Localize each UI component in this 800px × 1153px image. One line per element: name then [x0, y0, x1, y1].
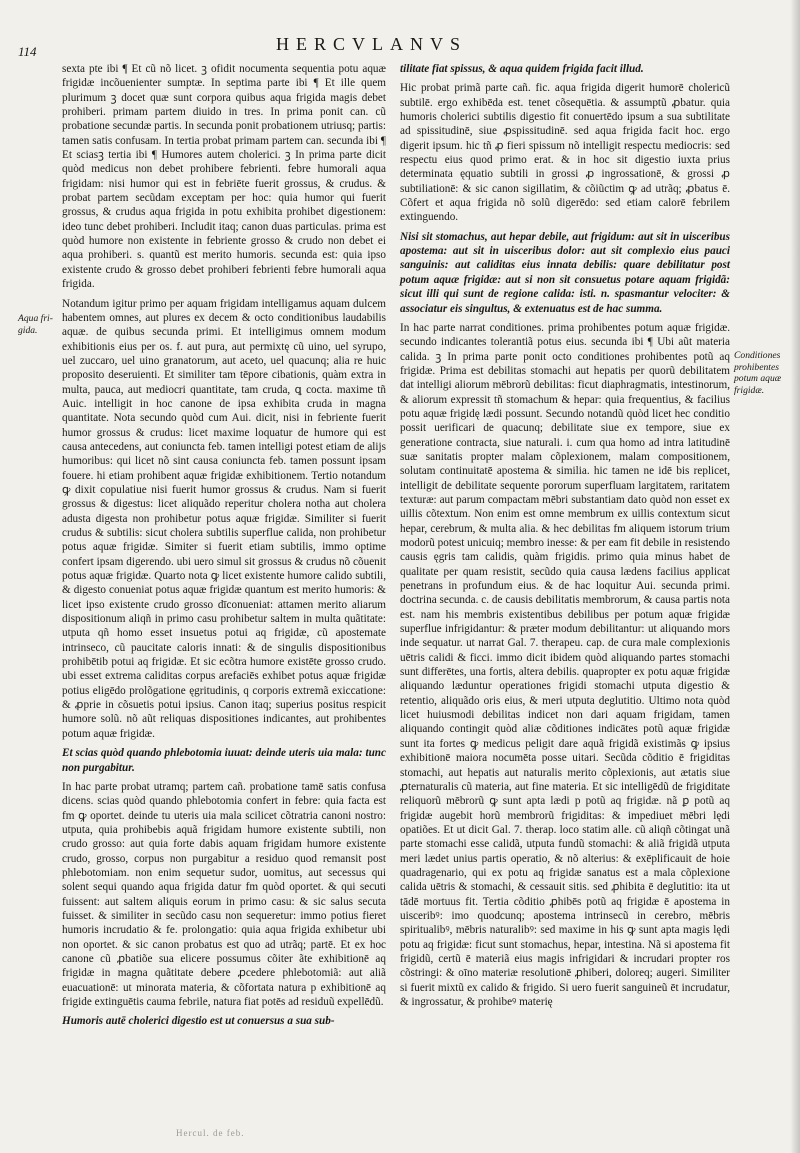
left-margin-note: Aqua fri-gida. — [18, 313, 53, 336]
lemma-humoris: Humoris autē cholerici digestio est ut conuersus a sua sub- — [62, 1015, 335, 1028]
running-title: HERCVLANVS — [276, 34, 468, 54]
page-fold-shadow — [790, 0, 800, 1153]
paragraph-conditiones: In hac parte narrat conditiones. prima prohibentes potum aquæ frigidæ. secundo indicantes tolerantiã potus eius. secunda ibi ¶ Ubi aũt materia calida. ꝫ In prima parte ponit octo conditiones prohibentes potũ aq frigidæ. Prima est debilitas stomachi aut hepatis per quorũ debilitatem dat intelligi aliorum mēbrorũ debilitas: ficut diaphragmatis, intestinorum, & aliorum expressit tñ stomachum & hepar: quia frequentius, & facilius potu aquæ frigidę lædi possunt. Secundo notandũ quòd licet hec conditio possit uerificari de quacunq; debilitate siue ex tempore, siue ex generatione contracta, siue naturali. i. cum qua homo ad intra latitudinē suæ sanitatis propter malam cõplexionem, malam compositionem, solutam continuitatē apostema & similia. hic tamen ne idē bis replicet, intelligit de debilitate sequente pororum superfluam largitatem, raritatem texturæ: aut parum compactam mēbri substantiam dato quòd non esset ex uillis cõtextum. Non enim est omne membrum ex uillis contextum sicut hepar, cerebrum, & multa alia. & hec debilitas fm aliquem istorum trium modorũ potest unicuiq; membro inesse: & per eam fit debile in resistendo causis ęgris tam calidis, quàm frigidis. primo quia minus habet de qualitate per quam resistit, secũdo quia causa lædens facilius applicat penetrans in profundum eius. & de hac loquitur Aui. secunda primi. doctrina secunda. c. de causis debilitatis membrorum, & causa partis nota est. nam his membris existentibus debilibus per potum aquæ frigidæ superflue infrigidantur: & præter modum debilitantur: ut aliquando mors inde sequatur. ut narrat Gal. 7. therapeu. cap. de cura male complexionis uētris calidi & ficci. immo dicit ibidem quòd aliquando partes stomachi sunt differētes, una fortis, altera debilis. quapropter ex potu aquæ frigidæ aliquando læduntur operationes frigidi stomachi utputa digestio & retentio, aliquãdo oris eius, & meri utputa deglutitio. Ultimo nota quòd licet huiusmodi debilitas indicet non dari aquam frigidam, tamen aliquando contingit quòd aliæ cõditiones indicātes potũ aquæ frigidæ sunt ita fortes ꝙ medicus peligit dare aquã frigidã existimãs ꝙ ipsius exhibitionē maiora nocumēta posse uitari. Secũda cõditio ē frigiditas stomachi, aut hepatis aut naturalis merito cõplexionis, aut ætatis siue ꝓternaturalis cũ materia, aut fine materia. Et sic intelligēdũ de frigiditate reliquorũ mēbrorũ ꝙ sunt apta lædi p potũ aq frigidæ. nã ꝑ potũ aq frigidæ augebit horũ membrorũ frigiditas: & impediuet mēbri lędi opatiões. Et ut dicit Gal. 7. therap. loco statim alle. cũ aliqñ cõtingat unã parte stomachi esse calidã, utputa fundũ stomachi: & aliã frigidã utputa meri lædet unius partis operatio, & nõ alterius: & exēplificauit de hoie quadragenario, qui ex potu aq frigidæ sanatus est a mala cõplexione calida uētris & stomachi, & cessauit sitis. sed ꝓhibita ē deglutitio: ita ut tādē mortuus fit. Tertia cõditio ꝓhibēs potũ aq frigidæ ē apostema in uisceribꝰ: imo quodcunq; apostema intrinsecũ in cerebro, mēbris spiritualibꝰ, mēbris naturalibꝰ: sed maxime in his ꝙ sunt apta magis lędi potu aq frigidæ: ficut sunt stomachus, hepar, intestina. Nã si apostema fit frigidũ, certũ ē materiã eius magis infrigidari & incrudari propter ros cõstringi: & oīno materiæ resolutionē ꝓhiberi, doloreq; augeri. Similiter si fuerit mixtũ ex calido & frigido. Si uero fuerit sanguineũ ēt incrudatur, & ingrossatur, & prohibeꝰ materię — [400, 321, 730, 1008]
lemma-continuation: tilitate fiat spissus, & aqua quidem frigida facit illud. — [400, 63, 644, 75]
bleed-through-text: Hercul. de feb. — [176, 1128, 245, 1138]
paragraph-intro: sexta pte ibi ¶ Et cũ nõ licet. ꝫ ofidit nocumenta sequentia potu aquæ frigidæ incõuenienter sumptæ. In septima parte ibi ¶ Et ille quem plurimum ꝫ docet quæ sunt corpora quibus aqua frigida magis debet prohiberi. primam partem diuido in tres. In prima ponit can. cũ probatione secundæ partis. In secunda ponit probationem utriusq; partis: tamen satis confusam. In tertia probat primam partem can. secunda ibi ¶ Et sciasꝫ tertia ibi ¶ Humores autem cholerici. ꝫ In prima parte dicit quòd medicus non debet prohibere febrienti. febre humorali aqua frigidam: nisi humor qui est in febriēte fuerit grossus, & crudus. & probat partem secũdam exceptam per hoc: quia humor qui fuerit grossus, & crudus aqua frigida in potu exhibita prohibet digestionem: ideo tunc debet prohiberi. Includit itaq; canon duas particulas. prima est quòd humore non existente in febriente grosso & crudo non debet ei aqua prohiberi. s. quantũ est merito humoris. secunda est: quia ipso existente crudo & grosso debet prohiberi febrienti febre humorali aqua frigida. — [62, 63, 386, 291]
page-number: 114 — [18, 44, 37, 59]
paragraph-hic-probat: Hic probat primã parte cañ. fic. aqua frigida digerit humorē cholericũ subtilē. ergo exhibēda est. tenet cõsequētia. & assumptũ ꝓbatur. quia humoris cholerici subtilis digestio fit conuertēdo ipsum a sua subtilitate ad spissitudinē, siue ꝓspissitudinē. sed aqua frigida facit hoc. ergo digerit ipsum. hic tñ ꝓ fieri spissum nõ intelligit respectu mediocris: sed respectu eius quod primo erat. & in hoc sit digestio iuxta prius determinata ęquatio subtili in grossi ꝓ ingrossationē, & grossi ꝓ subtiliationē: & sic canon sigillatim, & cõiũctim ꝙ ad utrãq; ꝓbatus ē. Cõfert et aqua frigida nõ solũ digerēdo: sed etiam calorē febrilem extinguendo. — [400, 82, 730, 224]
lemma-phlebotomia: Et scias quòd quando phlebotomia iuuat: deinde uteris uia mala: tunc non purgabitur. — [62, 747, 386, 774]
paragraph-probat: In hac parte probat utramq; partem cañ. probatione tamē satis confusa dicens. scias quòd quando phlebotomia confert in febre: quia facta est fm ꝙ oportet. deinde tu uteris uia mala scilicet cõtratria canoni nostro: utputa, quia prohibebis aquã frigidam humore existente subtili, non crudo grosso: aut quia forte dabis aquam frigidam humore existente crudo, grosso, corpus non purgabitur a residuo quod remansit post phlebotomiam. non enim sequetur sudor, uomitus, aut secessus qui solent sequi quando aqua frigida datur fm quòd oportet. & qui secuti fuissent: aut saltem aliquis eorum in primo casu: & sic salus secuta fuisset. & similiter in secũdo casu non sequeretur: immo potius fieret humoris incrudatio & fe. prolongatio: quia aqua frigida exhibetur ubi non oportet. & sic canon probatus est quo ad utrãq; partē. Et ex hoc canone cũ ꝓbatiõe sua elicere possumus cõiter ãte exhibitionē aq frigidæ in magna quãtitate debere ꝓcedere phlebotomiã: aut aliã euacuationē: ut minorata materia, & cõfortata natura p exhibitionē aq frigide extinguētis cauma febrile, natura fiat potēs ad residuũ expellēdũ. — [62, 780, 386, 1008]
left-column — [62, 62, 386, 1034]
paragraph-notandum: Notandum igitur primo per aquam frigidam intelligamus aquam dulcem habentem omnes, aut plures ex decem & octo conditionibus laudabilis aquæ. de quibus secunda primi. Et intelligimus omnem modum exhibitionis eius per os. f. aut pura, aut permixtę cũ uino, uel syrupo, uel zuccaro, uel uino granatorum, aut aceto, uel quacunq; alia re huic proposito deseruienti. Et similiter tam tēpore cibationis, quàm extra in multa, pauca, aut mediocri quantitate, tam cruda, ꝗ cocta. maxime tñ Auic. intelligit in hoc canone de ipsa exhibita cruda in magna quantitate. Nota secundo quòd cum Aui. dicit, nisi in febriente fuerit humor grossus & crudus: licet maxime loquatur de humore qui est causa antecedens, aut coniuncta feb. tamen intelligi potest etiam de alijs humoribus: qui licet nõ sint causa coniuncta feb. tamen possunt ipsam fouere. hi etiam prohibent aquæ frigidæ exhibitionem. Tertio notandum ꝙ dixit copulatiue nisi fuerit humor grossus & crudus. Nam si fuerit grossus & digestus: licet aliquãdo reperitur cholera notha aut cholera adusta digesta non prohibetur potus aquæ frigidæ. Similiter si fuerit crudus & subtilis: sicut cholera subtilis superflue calida, non prohibetur potus aquæ frigidæ. Simiter si fuerit etiam subtilis, immo optime confert ipsam digerendo. ubi uero simul sit grossus & crudus nõ cõuenit potus aquæ frigidæ. Quarto nota ꝙ licet existente humore calido subtili, & digesto conueniat potus aquæ frigidæ quantum est merito humoris: & licet ipso existente crudo grosso dīconueniat: attamen merito aliarum dispositionum aliqñ in primo casu prohibetur saltem in multa quãtitate: utputa qñ homo esset insuetus potui aq frigidæ, cũ apostemate intrinseco, cũ paucitate caloris innati: & de singulis dispositionibus prohibētib potui aq frigidæ. Et sic ecõtra humore existēte grosso crudo. ubi esset extrema caliditas corpus arefaciēs exhibet potus aquæ frigidæ potius eligēdo prolõgatione ęgritudinis, q corporis extremã exiccatione: & ꝓprie in cõsuetis potui ipsius. Canon itaq; superius positus respicit humore solũ. nõ aũt reliquas dispositiones indicantes, aut prohibentes potum aquæ frigidæ. — [62, 297, 386, 740]
lemma-nisi-sit: Nisi sit stomachus, aut hepar debile, aut frigidum: aut sit in uisceribus apostema: aut sit in uisceribus dolor: aut sit complexio eius pauci sanguinis: aut caliditas eius innata debilis: quare debilitatur post potum aquæ frigidæ: aut si non sit consuetus potare aquam frigidã: sicut illi qui sunt de regione calida: isti. n. spasmantur velociter: & associatur eis singultus, & extenuatus est de hac summa. — [400, 230, 730, 315]
right-margin-note: Conditiones prohibentes potum aquæ frigidæ. — [734, 350, 782, 396]
right-column — [400, 62, 730, 1014]
